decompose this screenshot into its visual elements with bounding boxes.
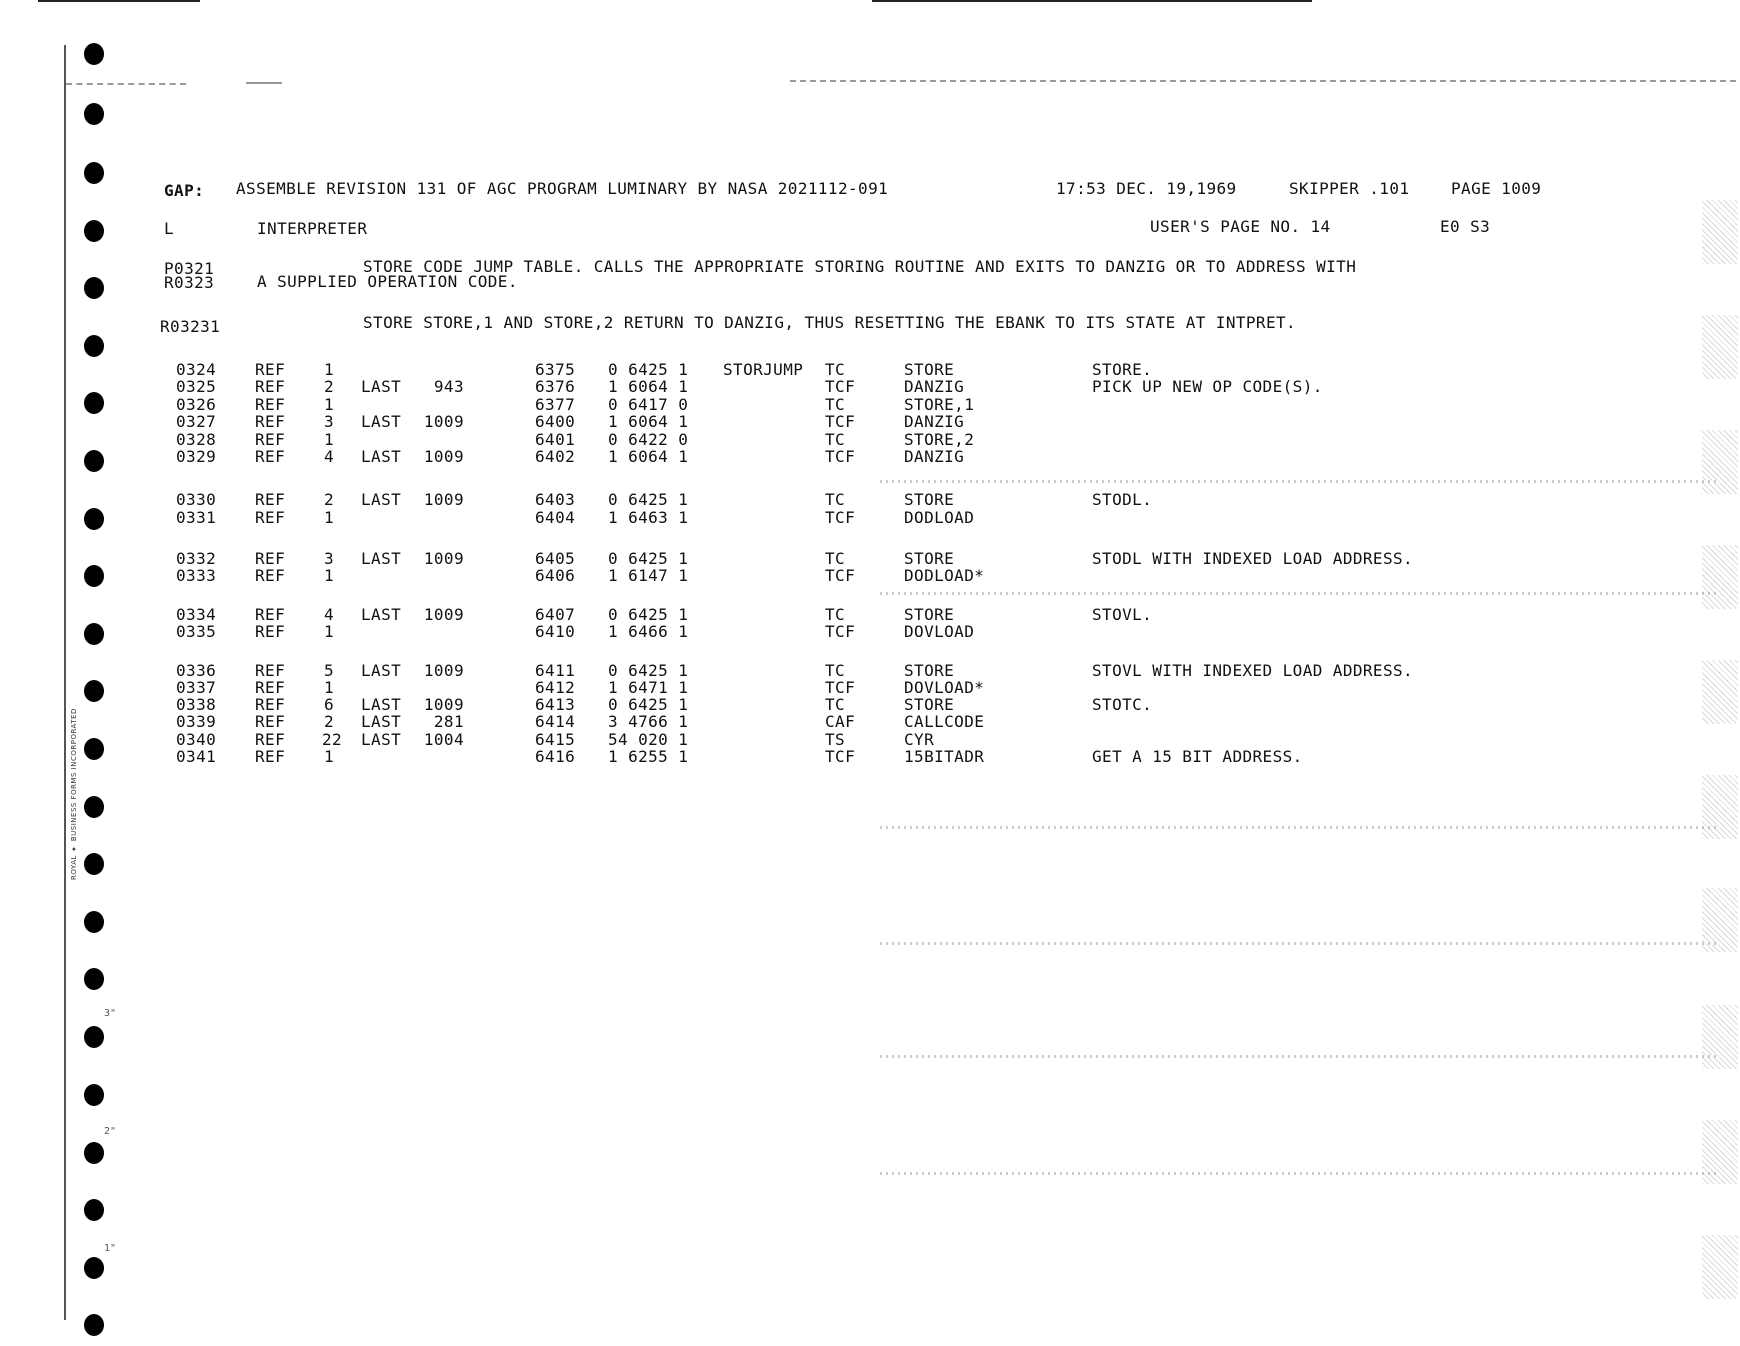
operand: CYR [904, 730, 935, 749]
comment: STODL WITH INDEXED LOAD ADDRESS. [1092, 549, 1414, 568]
memory-address: 6413 [535, 695, 576, 714]
sequence-number: 0336 [176, 661, 217, 680]
opcode: TC [825, 549, 846, 568]
sequence-number: 0330 [176, 490, 217, 509]
symbol-label: STORJUMP [723, 360, 804, 379]
ref-count: 3 [323, 412, 334, 431]
memory-address: 6401 [535, 430, 576, 449]
ref-count: 1 [323, 622, 334, 641]
assembly-timestamp: 17:53 DEC. 19,1969 [1056, 179, 1237, 198]
punch-hole [84, 1314, 104, 1336]
punch-hole [84, 220, 104, 242]
last-page: 1004 [423, 730, 464, 749]
assembly-title: ASSEMBLE REVISION 131 OF AGC PROGRAM LUMINARY BY NASA 2021112-091 [236, 179, 889, 198]
memory-address: 6414 [535, 712, 576, 731]
last-label: LAST [361, 730, 402, 749]
ref-label: REF [255, 430, 286, 449]
operand: STORE [904, 549, 955, 568]
last-label: LAST [361, 377, 402, 396]
punch-hole [84, 796, 104, 818]
object-code: 1 6064 1 [608, 447, 689, 466]
punch-hole [84, 623, 104, 645]
operand: STORE,1 [904, 395, 975, 414]
ref-label: REF [255, 678, 286, 697]
opcode: TCF [825, 678, 856, 697]
last-page: 1009 [423, 695, 464, 714]
inch-mark-3: 3" [104, 1008, 117, 1019]
last-page: 281 [433, 712, 464, 731]
inch-mark-1: 1" [104, 1243, 117, 1254]
memory-address: 6403 [535, 490, 576, 509]
opcode: TC [825, 430, 846, 449]
ref-label: REF [255, 377, 286, 396]
ref-count: 2 [323, 712, 334, 731]
last-page: 1009 [423, 447, 464, 466]
object-code: 0 6425 1 [608, 661, 689, 680]
last-page: 1009 [423, 661, 464, 680]
remark-id-r0323: R0323 [164, 273, 215, 292]
ref-count: 1 [323, 360, 334, 379]
top-edge-rule-center [872, 0, 1312, 2]
section-prefix: L [164, 219, 175, 238]
perforation-line-right [790, 80, 1736, 82]
operand: STORE [904, 605, 955, 624]
sequence-number: 0329 [176, 447, 217, 466]
punch-hole [84, 1026, 104, 1048]
last-label: LAST [361, 695, 402, 714]
sequence-number: 0332 [176, 549, 217, 568]
object-code: 1 6064 1 [608, 377, 689, 396]
perforation-line-mid [246, 82, 282, 84]
page-number: PAGE 1009 [1451, 179, 1542, 198]
remark-id-p0321: P0321 [164, 259, 215, 278]
memory-address: 6400 [535, 412, 576, 431]
last-page: 1009 [423, 605, 464, 624]
operand: DOVLOAD [904, 622, 975, 641]
section-title: INTERPRETER [257, 219, 368, 238]
memory-address: 6375 [535, 360, 576, 379]
sequence-number: 0340 [176, 730, 217, 749]
last-label: LAST [361, 712, 402, 731]
punch-hole [84, 738, 104, 760]
users-page-number: USER'S PAGE NO. 14 [1150, 217, 1331, 236]
sequence-number: 0325 [176, 377, 217, 396]
opcode: TCF [825, 412, 856, 431]
sequence-number: 0334 [176, 605, 217, 624]
sequence-number: 0327 [176, 412, 217, 431]
sequence-number: 0328 [176, 430, 217, 449]
operand: DOVLOAD* [904, 678, 985, 697]
opcode: TC [825, 661, 846, 680]
comment: STOTC. [1092, 695, 1153, 714]
perforation-line-left [66, 83, 186, 85]
punch-hole [84, 853, 104, 875]
opcode: TCF [825, 566, 856, 585]
ref-count: 4 [323, 605, 334, 624]
ref-count: 3 [323, 549, 334, 568]
memory-address: 6407 [535, 605, 576, 624]
ref-label: REF [255, 730, 286, 749]
memory-address: 6416 [535, 747, 576, 766]
margin-rule [64, 45, 66, 1320]
object-code: 0 6425 1 [608, 605, 689, 624]
memory-address: 6412 [535, 678, 576, 697]
operand: STORE [904, 661, 955, 680]
last-page: 943 [433, 377, 464, 396]
ref-label: REF [255, 360, 286, 379]
ref-count: 22 [322, 730, 343, 749]
punch-hole [84, 968, 104, 990]
opcode: TC [825, 695, 846, 714]
opcode: TC [825, 395, 846, 414]
skipper-label: SKIPPER .101 [1289, 179, 1410, 198]
object-code: 0 6425 1 [608, 490, 689, 509]
object-code: 1 6064 1 [608, 412, 689, 431]
opcode: TCF [825, 622, 856, 641]
operand: DANZIG [904, 412, 965, 431]
operand: DANZIG [904, 447, 965, 466]
punch-hole [84, 1257, 104, 1279]
memory-address: 6411 [535, 661, 576, 680]
comment: STOVL WITH INDEXED LOAD ADDRESS. [1092, 661, 1414, 680]
ref-label: REF [255, 549, 286, 568]
memory-address: 6402 [535, 447, 576, 466]
punch-hole [84, 508, 104, 530]
opcode: TCF [825, 377, 856, 396]
eo-label: E0 S3 [1440, 217, 1491, 236]
operand: DANZIG [904, 377, 965, 396]
ref-label: REF [255, 395, 286, 414]
remark-id-r03231: R03231 [160, 317, 221, 336]
ref-label: REF [255, 447, 286, 466]
ref-label: REF [255, 622, 286, 641]
object-code: 0 6425 1 [608, 695, 689, 714]
operand: STORE [904, 490, 955, 509]
remark-text-p0321: STORE CODE JUMP TABLE. CALLS THE APPROPRIATE STORING ROUTINE AND EXITS TO DANZIG OR TO ADDRESS WITH [363, 257, 1357, 276]
ref-count: 1 [323, 747, 334, 766]
object-code: 0 6422 0 [608, 430, 689, 449]
opcode: TC [825, 490, 846, 509]
remark-text-r03231: STORE STORE,1 AND STORE,2 RETURN TO DANZIG, THUS RESETTING THE EBANK TO ITS STATE AT INTPRET. [363, 313, 1297, 332]
sequence-number: 0324 [176, 360, 217, 379]
top-edge-rule-left [38, 0, 200, 2]
ref-label: REF [255, 747, 286, 766]
punch-hole [84, 335, 104, 357]
ref-count: 5 [323, 661, 334, 680]
object-code: 0 6425 1 [608, 549, 689, 568]
ref-count: 1 [323, 430, 334, 449]
comment: STOVL. [1092, 605, 1153, 624]
ref-count: 1 [323, 678, 334, 697]
sequence-number: 0337 [176, 678, 217, 697]
punch-hole [84, 392, 104, 414]
last-page: 1009 [423, 412, 464, 431]
punch-hole [84, 162, 104, 184]
object-code: 1 6471 1 [608, 678, 689, 697]
operand: DODLOAD [904, 508, 975, 527]
opcode: TCF [825, 747, 856, 766]
gap-label: GAP: [164, 181, 205, 200]
comment: STODL. [1092, 490, 1153, 509]
last-label: LAST [361, 490, 402, 509]
object-code: 54 020 1 [608, 730, 689, 749]
punch-hole [84, 565, 104, 587]
memory-address: 6405 [535, 549, 576, 568]
ref-label: REF [255, 508, 286, 527]
last-page: 1009 [423, 549, 464, 568]
punch-hole [84, 103, 104, 125]
operand: STORE [904, 695, 955, 714]
last-label: LAST [361, 661, 402, 680]
operand: STORE [904, 360, 955, 379]
object-code: 0 6425 1 [608, 360, 689, 379]
ref-label: REF [255, 712, 286, 731]
ref-label: REF [255, 412, 286, 431]
form-maker-imprint: ROYAL ✦ BUSINESS FORMS INCORPORATED [70, 708, 78, 880]
operand: 15BITADR [904, 747, 985, 766]
opcode: TCF [825, 447, 856, 466]
punch-hole [84, 1084, 104, 1106]
last-label: LAST [361, 549, 402, 568]
memory-address: 6377 [535, 395, 576, 414]
sequence-number: 0333 [176, 566, 217, 585]
comment: GET A 15 BIT ADDRESS. [1092, 747, 1303, 766]
punch-hole [84, 277, 104, 299]
remark-text-r0323: A SUPPLIED OPERATION CODE. [257, 272, 518, 291]
comment: STORE. [1092, 360, 1153, 379]
object-code: 1 6255 1 [608, 747, 689, 766]
ref-count: 1 [323, 508, 334, 527]
object-code: 1 6463 1 [608, 508, 689, 527]
memory-address: 6406 [535, 566, 576, 585]
operand: DODLOAD* [904, 566, 985, 585]
ref-count: 1 [323, 395, 334, 414]
object-code: 0 6417 0 [608, 395, 689, 414]
punch-hole [84, 911, 104, 933]
memory-address: 6410 [535, 622, 576, 641]
memory-address: 6415 [535, 730, 576, 749]
ref-count: 6 [323, 695, 334, 714]
object-code: 1 6147 1 [608, 566, 689, 585]
inch-mark-2: 2" [104, 1126, 117, 1137]
comment: PICK UP NEW OP CODE(S). [1092, 377, 1323, 396]
ref-label: REF [255, 605, 286, 624]
object-code: 3 4766 1 [608, 712, 689, 731]
operand: CALLCODE [904, 712, 985, 731]
punch-hole [84, 43, 104, 65]
ref-label: REF [255, 566, 286, 585]
opcode: TC [825, 605, 846, 624]
opcode: CAF [825, 712, 856, 731]
last-page: 1009 [423, 490, 464, 509]
operand: STORE,2 [904, 430, 975, 449]
opcode: TCF [825, 508, 856, 527]
ref-count: 1 [323, 566, 334, 585]
sequence-number: 0331 [176, 508, 217, 527]
last-label: LAST [361, 412, 402, 431]
ref-label: REF [255, 661, 286, 680]
memory-address: 6376 [535, 377, 576, 396]
last-label: LAST [361, 605, 402, 624]
punch-hole [84, 450, 104, 472]
sequence-number: 0338 [176, 695, 217, 714]
opcode: TC [825, 360, 846, 379]
sequence-number: 0326 [176, 395, 217, 414]
last-label: LAST [361, 447, 402, 466]
ref-label: REF [255, 490, 286, 509]
opcode: TS [825, 730, 846, 749]
ref-count: 2 [323, 490, 334, 509]
ref-count: 2 [323, 377, 334, 396]
ref-label: REF [255, 695, 286, 714]
ref-count: 4 [323, 447, 334, 466]
memory-address: 6404 [535, 508, 576, 527]
object-code: 1 6466 1 [608, 622, 689, 641]
sequence-number: 0335 [176, 622, 217, 641]
punch-hole [84, 1142, 104, 1164]
sequence-number: 0341 [176, 747, 217, 766]
punch-hole [84, 680, 104, 702]
punch-hole [84, 1199, 104, 1221]
sequence-number: 0339 [176, 712, 217, 731]
